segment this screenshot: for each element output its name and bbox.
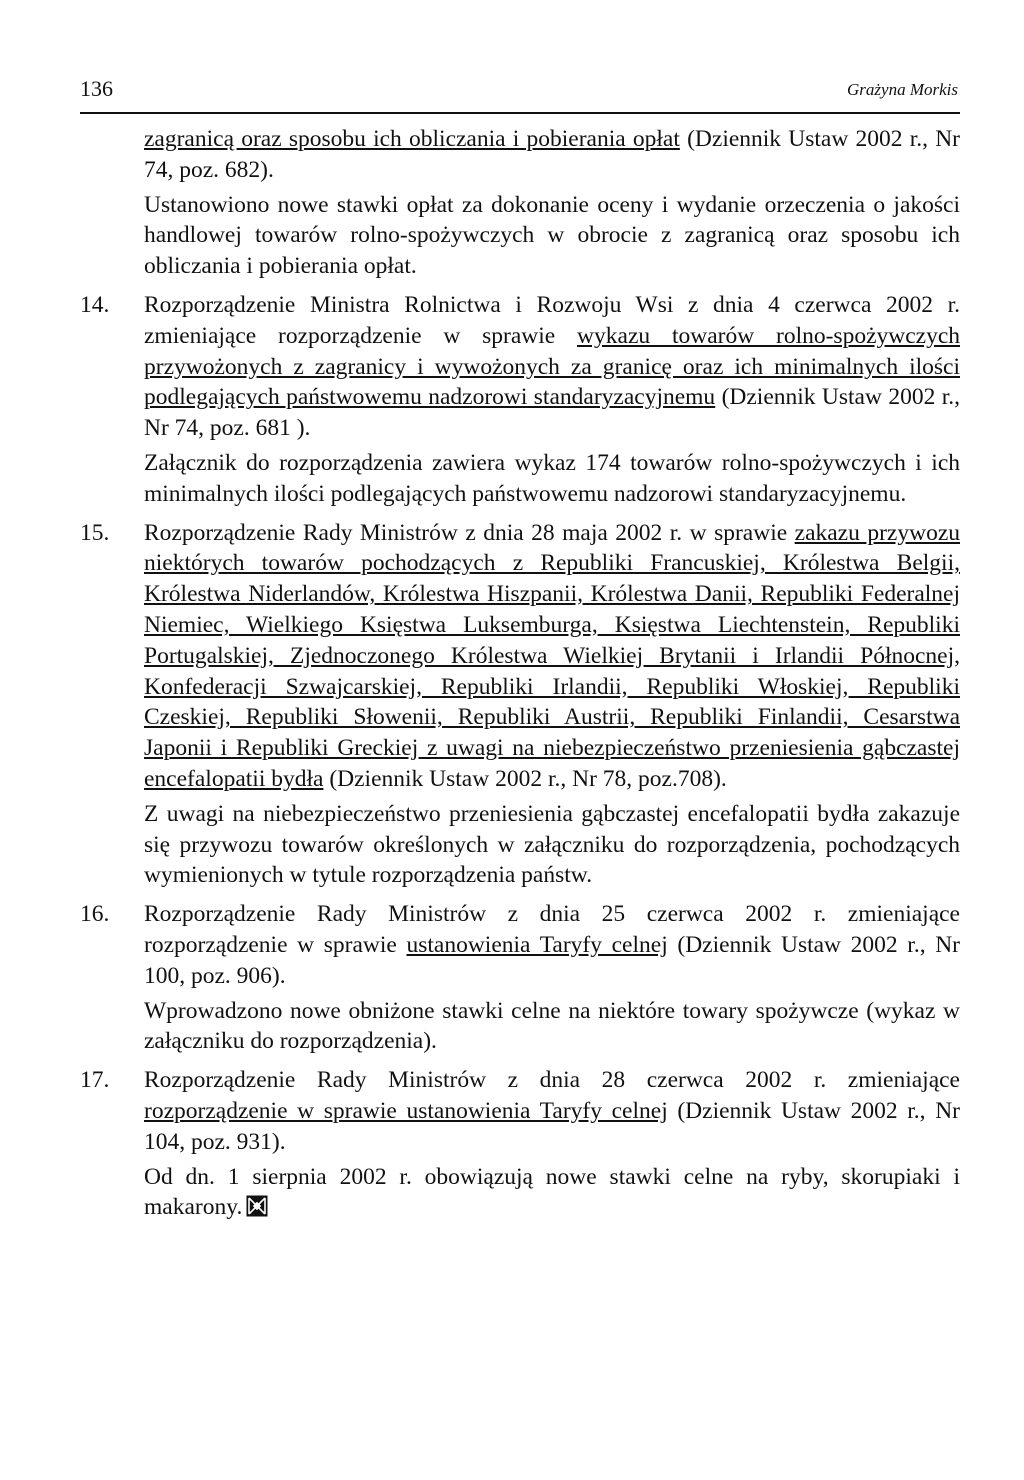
citation: (Dziennik Ustaw 2002 r., Nr 104, poz. 931). [144, 1097, 960, 1155]
item-title [144, 290, 960, 444]
regulation-subject: rozporządzenie w sprawie ustanowienia Taryfy celnej [144, 1097, 668, 1124]
regulation-subject: wykazu towarów rolno-spożywczych przywożonych z zagranicy i wywożonych za granicę oraz ich minimalnych ilości podlegających państwowemu nadzorowi standaryzacyjnemu [144, 322, 961, 411]
item-body [144, 899, 960, 1061]
item-description: Wprowadzono nowe obniżone stawki celne na niektóre towary spożywcze (wykaz w załączniku do rozporządzenia). [144, 997, 960, 1055]
regulation-subject: zakazu przywozu niektórych towarów pochodzących z Republiki Francuskiej, Królestwa Belgii, Królestwa Niderlandów, Królestwa Hiszpanii, Królestwa Danii, Republiki Federalnej Niemiec, Wielkiego Księstwa Luksemburga, Księstwa Liechtenstein, Republiki Portugalskiej, Zjednoczonego Królestwa Wielkiej Brytanii i Irlandii Północnej, Konfederacji Szwajcarskiej, Republiki Irlandii, Republiki Włoskiej, Republiki Czeskiej, Republiki Słowenii, Republiki Austrii, Republiki Finlandii, Cesarstwa Japonii i Republiki Greckiej z uwagi na niebezpieczeństwo przeniesienia gąbczastej encefalopatii bydła [144, 519, 960, 792]
item-body [144, 518, 960, 896]
item-body [144, 290, 960, 514]
item-body [144, 1065, 960, 1227]
item-title [144, 124, 960, 186]
title-text: Rozporządzenie Rady Ministrów z dnia 28 maja 2002 r. w sprawie [144, 519, 795, 546]
item-body [144, 124, 960, 286]
running-head [80, 76, 960, 114]
item-number: 14. [80, 291, 110, 318]
item-number: 16. [80, 901, 110, 928]
item-number: 15. [80, 519, 110, 546]
item-description: Ustanowiono nowe stawki opłat za dokonanie oceny i wydanie orzeczenia o jakości handlowej towarów rolno-spożywczych w obrocie z zagranicą oraz sposobu ich obliczania i pobierania opłat. [144, 191, 960, 280]
item-description: Z uwagi na niebezpieczeństwo przeniesienia gąbczastej encefalopatii bydła zakazuje się przywozu towarów określonych w załączniku do rozporządzenia, pochodzących wymienionych w tytule rozporządzenia państw. [144, 800, 960, 889]
list-item [80, 1065, 960, 1227]
ornament-end-icon [246, 1195, 268, 1217]
citation: (Dziennik Ustaw 2002 r., Nr 100, poz. 906). [144, 931, 961, 989]
running-head-author: Grażyna Morkis [847, 80, 958, 99]
regulation-subject: ustanowienia Taryfy celnej [406, 931, 668, 958]
item-number: 17. [80, 1067, 110, 1094]
title-text: Rozporządzenie Ministra Rolnictwa i Rozwoju Wsi z dnia 4 czerwca 2002 r. zmieniające rozporządzenie w sprawie [144, 291, 960, 349]
item-description: Załącznik do rozporządzenia zawiera wykaz 174 towarów rolno-spożywczych i ich minimalnych ilości podlegających państwowemu nadzorowi standaryzacyjnemu. [144, 449, 960, 507]
list-item [80, 124, 960, 286]
page-number: 136 [80, 76, 113, 101]
item-title [144, 899, 960, 991]
document-body [80, 124, 960, 1231]
citation: (Dziennik Ustaw 2002 r., Nr 74, poz. 682). [144, 126, 961, 183]
list-item [80, 290, 960, 514]
title-text: Rozporządzenie Rady Ministrów z dnia 25 czerwca 2002 r. zmieniające rozporządzenie w sprawie [144, 901, 960, 958]
list-item [80, 899, 960, 1061]
description-text: Od dn. 1 sierpnia 2002 r. obowiązują nowe stawki celne na ryby, skorupiaki i makarony. [144, 1163, 960, 1221]
list-item [80, 518, 960, 896]
citation: (Dziennik Ustaw 2002 r., Nr 78, poz.708). [323, 765, 727, 792]
item-title [144, 1065, 960, 1157]
citation: (Dziennik Ustaw 2002 r., Nr 74, poz. 681 ). [144, 384, 960, 442]
item-title [144, 518, 960, 795]
title-text: Rozporządzenie Rady Ministrów z dnia 28 czerwca 2002 r. zmieniające [144, 1067, 960, 1094]
item-description [144, 1162, 960, 1224]
regulation-subject: zagranicą oraz sposobu ich obliczania i pobierania opłat [144, 126, 680, 152]
